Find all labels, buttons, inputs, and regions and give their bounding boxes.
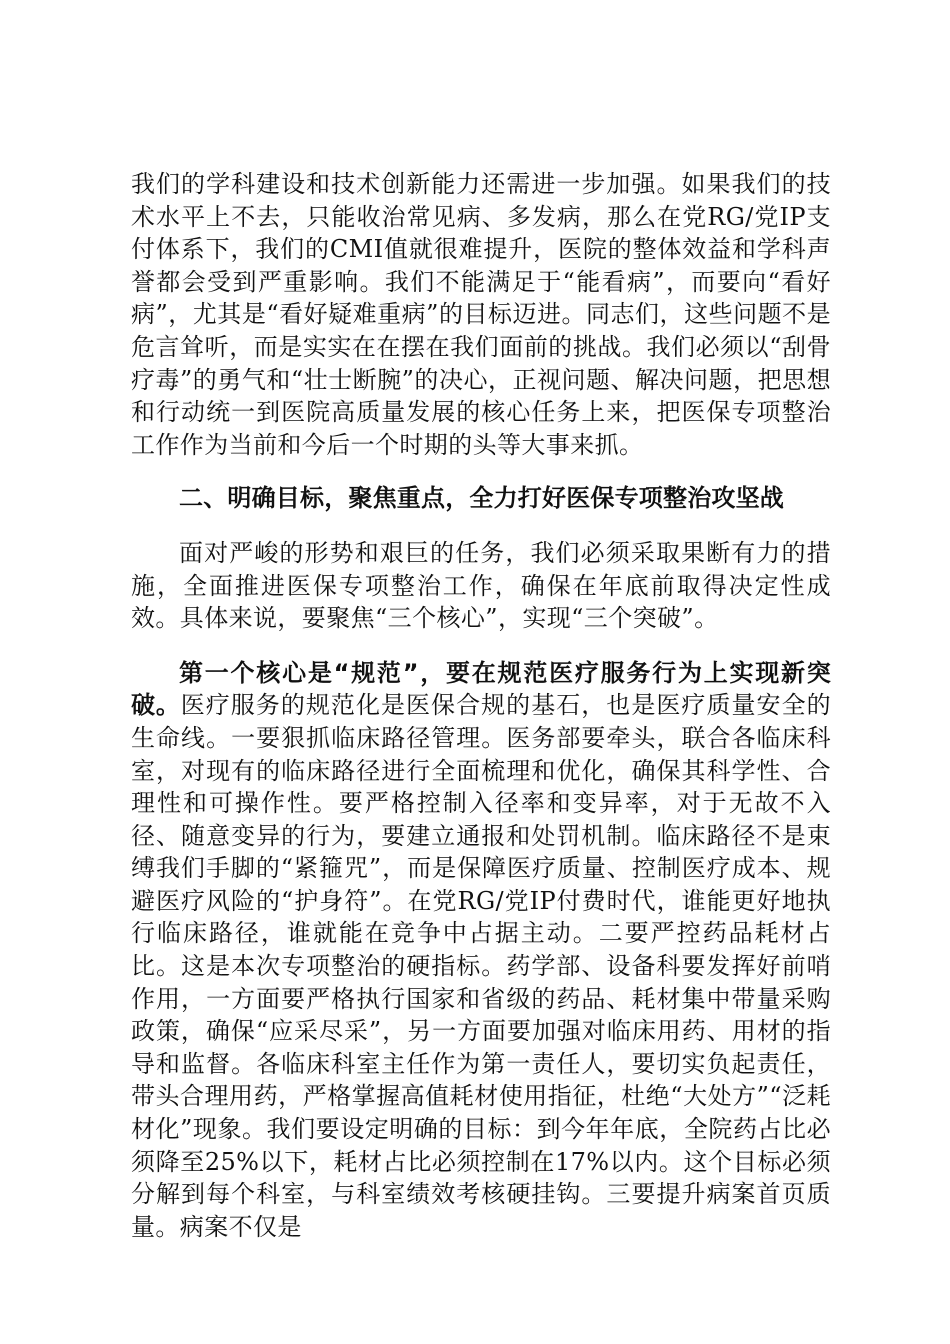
document-body xyxy=(131,168,831,1243)
paragraph-2: 面对严峻的形势和艰巨的任务，我们必须采取果断有力的措施，全面推进医保专项整治工作，确保在年底前取得决定性成效。具体来说，要聚焦“三个核心”，实现“三个突破”。 xyxy=(131,538,831,633)
paragraph-3-lead: 第一个核心是“规范”，要在规范医疗服务行为上实现新突破。 xyxy=(131,658,831,720)
paragraph-3-body: 医疗服务的规范化是医保合规的基石，也是医疗质量安全的生命线。一要狠抓临床路径管理。医务部要牵头，联合各临床科室，对现有的临床路径进行全面梳理和优化，确保其科学性、合理性和可操作性。要严格控制入径率和变异率，对于无故不入径、随意变异的行为，要建立通报和处罚机制。临床路径不是束缚我们手脚的“紧箍咒”，而是保障医疗质量、控制医疗成本、规避医疗风险的“护身符”。在党RG/党IP付费时代，谁能更好地执行临床路径，谁就能在竞争中占据主动。二要严控药品耗材占比。这是本次专项整治的硬指标。药学部、设备科要发挥好前哨作用，一方面要严格执行国家和省级的药品、耗材集中带量采购政策，确保“应采尽采”，另一方面要加强对临床用药、用材的指导和监督。各临床科室主任作为第一责任人，要切实负起责任，带头合理用药，严格掌握高值耗材使用指征，杜绝“大处方”“泛耗材化”现象。我们要设定明确的目标：到今年年底，全院药占比必须降至25%以下，耗材占比必须控制在17%以内。这个目标必须分解到每个科室，与科室绩效考核硬挂钩。三要提升病案首页质量。病案不仅是 xyxy=(131,691,831,1241)
section-heading: 二、明确目标，聚焦重点，全力打好医保专项整治攻坚战 xyxy=(179,484,784,513)
paragraph-3 xyxy=(131,657,831,1244)
paragraph-1: 我们的学科建设和技术创新能力还需进一步加强。如果我们的技术水平上不去，只能收治常见病、多发病，那么在党RG/党IP支付体系下，我们的CMI值就很难提升，医院的整体效益和学科声誉都会受到严重影响。我们不能满足于“能看病”，而要向“看好病”，尤其是“看好疑难重病”的目标迈进。同志们，这些问题不是危言耸听，而是实实在在摆在我们面前的挑战。我们必须以“刮骨疗毒”的勇气和“壮士断腕”的决心，正视问题、解决问题，把思想和行动统一到医院高质量发展的核心任务上来，把医保专项整治工作作为当前和今后一个时期的头等大事来抓。 xyxy=(131,170,831,459)
